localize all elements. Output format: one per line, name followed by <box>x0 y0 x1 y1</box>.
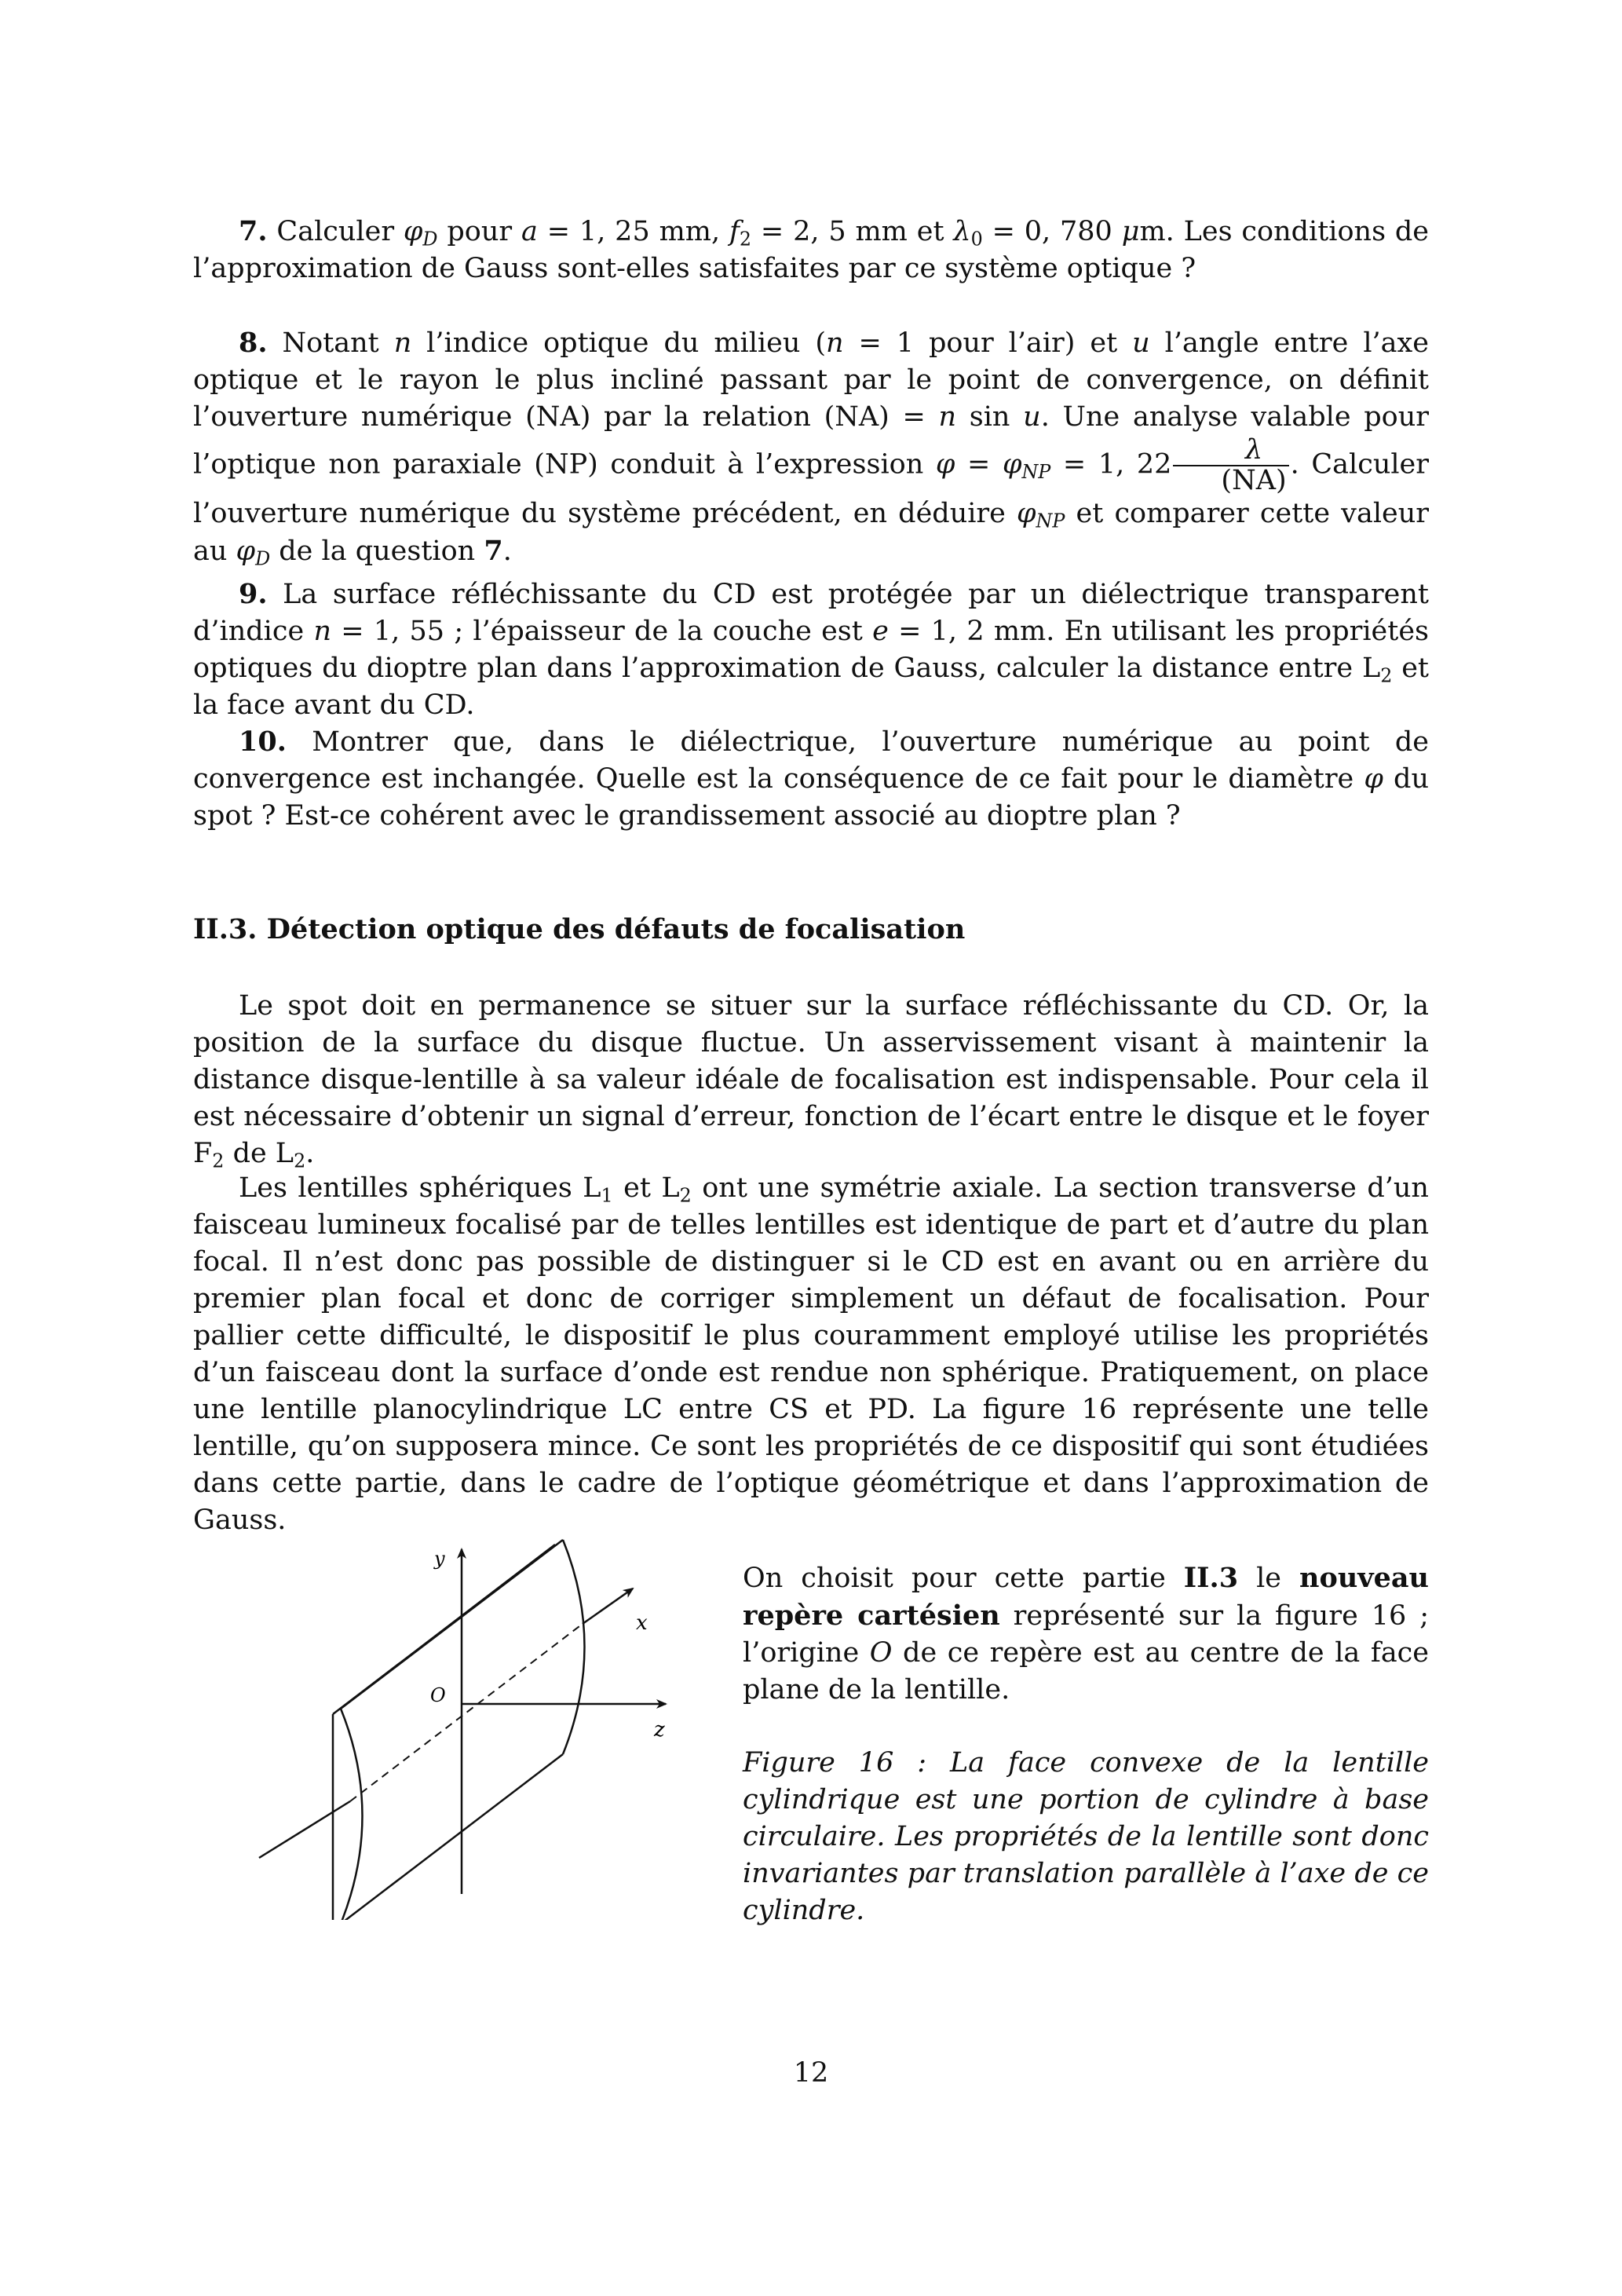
page-number: 12 <box>793 2057 829 2089</box>
figure-16-cylindrical-lens <box>236 1527 707 1920</box>
question-number: 8. <box>239 327 268 359</box>
x-axis-hidden <box>350 1624 583 1801</box>
figure-16-description: On choisit pour cette partie II.3 le nouveau repère cartésien représenté sur la figure 16 ; l’origine O de ce repère est au centre de la face plane de la lentille. Figure 16 : La face convexe de la lentille cylindrique est une portion de cylindre à base circulaire. Les propriétés de la lentille sont donc invariantes par translation parallèle à l’axe de ce cylindre. <box>743 1559 1429 1929</box>
question-number: 10. <box>239 726 287 758</box>
x-axis <box>583 1589 633 1624</box>
section-title: II.3. Détection optique des défauts de focalisation <box>193 913 966 945</box>
question-number: 7. <box>239 215 268 247</box>
question-9: 9. La surface réfléchissante du CD est protégée par un diélectrique transparent d’indice n = 1, 55 ; l’épaisseur de la couche est e = 1, 2 mm. En utilisant les propriétés optiques du dioptre plan dans l’approximation de Gauss, calculer la distance entre $L_2$ et la face avant du CD. <box>193 578 1429 721</box>
label-y: y <box>434 1548 445 1570</box>
paragraph-focus-servo: Le spot doit en permanence se situer sur la surface réfléchissante du CD. Or, la position de la surface du disque fluctue. Un asservissement visant à maintenir la distance disque-lentille à sa valeur idéale de focalisation est indispensable. Pour cela il est nécessaire d’obtenir un signal d’erreur, fonction de l’écart entre le disque et le foyer $F_2$ de $L_2$. <box>193 990 1429 1172</box>
label-x: x <box>636 1611 648 1635</box>
x-axis-front <box>259 1801 350 1858</box>
figure-caption: Figure 16 : La face convexe de la lentille cylindrique est une portion de cylindre à base circulaire. Les propriétés de la lentille sont donc invariantes par translation parallèle à l’axe de ce cylindre. <box>743 1747 1429 1926</box>
question-number: 9. <box>239 578 268 610</box>
label-z: z <box>654 1718 665 1742</box>
label-origin: O <box>430 1684 446 1706</box>
lens-outline <box>333 1540 585 1920</box>
question-10: 10. Montrer que, dans le diélectrique, l’ouverture numérique au point de convergence est inchangée. Quelle est la conséquence de ce fait pour le diamètre φ du spot ? Est-ce cohérent avec le grandissement associé au dioptre plan ? <box>193 726 1429 832</box>
question-7: 7. Calculer $\varphi_D$ pour a = 1, 25 mm, $f_2 = 2$, 5 mm et $\lambda_0 = 0$, 780 μm. Les conditions de l’approximation de Gauss sont-elles satisfaites par ce système optique ? <box>193 215 1430 284</box>
paragraph-cylindrical-lens: Les lentilles sphériques $L_1$ et $L_2$ ont une symétrie axiale. La section transverse d’un faisceau lumineux focalisé par de telles lentilles est identique de part et d’autre du plan focal. Il n’est donc pas possible de distinguer si le CD est en avant ou en arrière du premier plan focal et donc de corriger simplement un défaut de focalisation. Pour pallier cette difficulté, le dispositif le plus couramment employé utilise les propriétés d’un faisceau dont la surface d’onde est rendue non sphérique. Pratiquement, on place une lentille planocylindrique LC entre CS et PD. La figure 16 représente une telle lentille, qu’on supposera mince. Ce sont les propriétés de ce dispositif qui sont étudiées dans cette partie, dans le cadre de l’optique géométrique et dans l’approximation de Gauss. <box>193 1172 1429 1536</box>
question-8: 8. Notant n l’indice optique du milieu (n = 1 pour l’air) et u l’angle entre l’axe optique et le rayon le plus incliné passant par le point de convergence, on définit l’ouverture numérique (NA) par la relation (NA) = n sin u. Une analyse valable pour l’optique non paraxiale (NP) conduit à l’expression $\varphi = \varphi_{NP} = 1$, 22 $\frac{\lambda}{(NA)}$ . Calculer l’ouverture numérique du système précédent, en déduire $\varphi_{NP}$ et comparer cette valeur au $\varphi_D$ de la question 7. <box>193 327 1430 570</box>
fraction-lambda-over-na: $\frac{\lambda}{(NA)}$ <box>1173 436 1288 495</box>
